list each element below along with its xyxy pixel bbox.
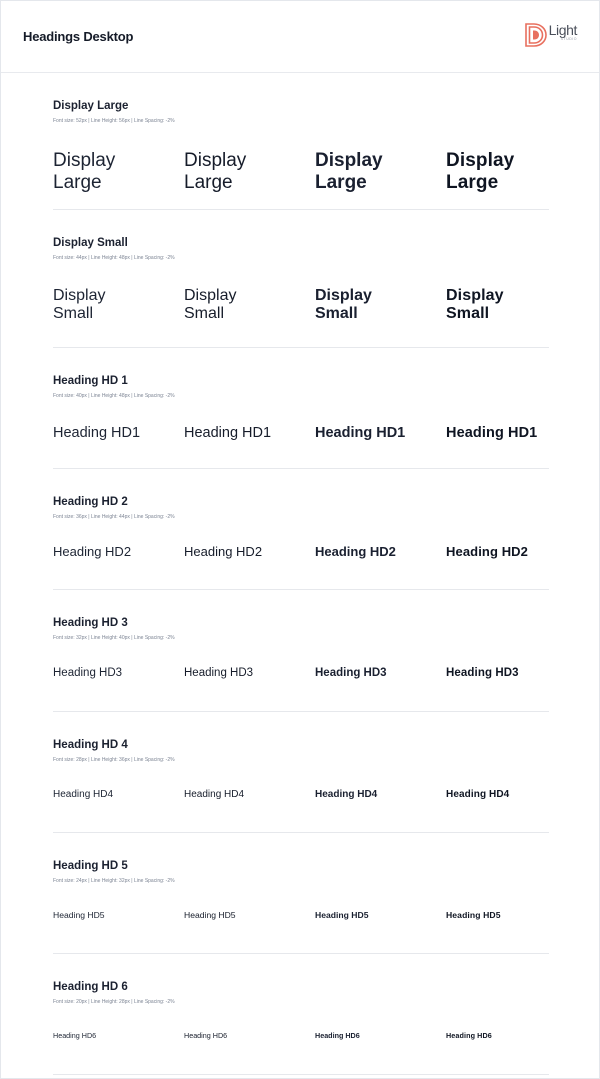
logo-subtitle: STUDIO <box>560 37 577 41</box>
type-sample-weight-3: Heading HD5 <box>315 910 369 920</box>
type-sample-weight-2: Heading HD6 <box>184 1031 228 1040</box>
type-section <box>53 209 549 348</box>
type-sample-weight-4: Heading HD6 <box>446 1031 492 1040</box>
type-section <box>53 589 549 712</box>
section-meta: Font size: 20px | Line Height: 28px | Line Spacing: -2% <box>53 999 175 1005</box>
section-title: Heading HD 6 <box>53 981 128 993</box>
section-meta: Font size: 28px | Line Height: 36px | Line Spacing: -2% <box>53 757 175 763</box>
type-sample-weight-4: Heading HD3 <box>446 667 519 679</box>
logo-mark-icon <box>525 23 547 47</box>
section-title: Heading HD 2 <box>53 496 128 508</box>
type-sample-weight-3: Display Small <box>315 287 372 322</box>
section-meta: Font size: 40px | Line Height: 48px | Line Spacing: -2% <box>53 393 175 399</box>
section-title: Display Large <box>53 100 129 112</box>
section-title: Display Small <box>53 237 128 249</box>
type-sample-weight-1: Heading HD1 <box>53 425 141 441</box>
type-sample-weight-2: Heading HD2 <box>184 544 263 559</box>
type-section <box>53 711 549 833</box>
type-sample-weight-4: Heading HD1 <box>446 425 538 441</box>
logo-wordmark: Light <box>548 22 577 38</box>
section-title: Heading HD 3 <box>53 617 128 629</box>
type-sample-weight-3: Heading HD6 <box>315 1031 360 1040</box>
type-section <box>53 72 549 210</box>
type-section <box>53 347 549 469</box>
type-sample-weight-1: Heading HD3 <box>53 667 123 679</box>
type-sample-weight-2: Heading HD1 <box>184 425 272 441</box>
type-sample-weight-1: Heading HD4 <box>53 789 114 800</box>
brand-logo <box>525 23 577 47</box>
type-section <box>53 468 549 590</box>
page-title: Headings Desktop <box>23 29 134 44</box>
section-title: Heading HD 1 <box>53 375 128 387</box>
type-section <box>53 832 549 954</box>
type-sample-weight-4: Heading HD5 <box>446 910 501 920</box>
section-title: Heading HD 5 <box>53 860 128 872</box>
type-sample-weight-2: Heading HD3 <box>184 667 254 679</box>
section-meta: Font size: 36px | Line Height: 44px | Line Spacing: -2% <box>53 514 175 520</box>
section-meta: Font size: 24px | Line Height: 32px | Line Spacing: -2% <box>53 878 175 884</box>
type-sample-weight-3: Heading HD3 <box>315 667 387 679</box>
section-meta: Font size: 44px | Line Height: 48px | Line Spacing: -2% <box>53 255 175 261</box>
type-section <box>53 953 549 1075</box>
type-sample-weight-2: Display Large <box>184 150 247 193</box>
type-sample-weight-1: Display Large <box>53 150 116 193</box>
type-sample-weight-1: Heading HD2 <box>53 544 132 559</box>
type-sample-weight-3: Display Large <box>315 150 383 193</box>
type-sample-weight-3: Heading HD4 <box>315 789 378 800</box>
type-sample-weight-2: Heading HD5 <box>184 910 236 920</box>
section-meta: Font size: 52px | Line Height: 56px | Line Spacing: -2% <box>53 118 175 124</box>
type-sample-weight-4: Heading HD4 <box>446 789 510 800</box>
type-sample-weight-4: Heading HD2 <box>446 544 529 559</box>
section-title: Heading HD 4 <box>53 739 128 751</box>
section-meta: Font size: 32px | Line Height: 40px | Line Spacing: -2% <box>53 635 175 641</box>
type-sample-weight-2: Display Small <box>184 287 237 322</box>
type-sample-weight-3: Heading HD2 <box>315 544 396 559</box>
type-sample-weight-1: Heading HD6 <box>53 1031 97 1040</box>
type-sample-weight-4: Display Large <box>446 150 515 193</box>
page-header <box>1 1 599 73</box>
type-sample-weight-3: Heading HD1 <box>315 425 406 441</box>
type-sample-weight-2: Heading HD4 <box>184 789 245 800</box>
type-sample-weight-1: Heading HD5 <box>53 910 105 920</box>
type-sample-weight-4: Display Small <box>446 287 504 322</box>
type-sample-weight-1: Display Small <box>53 287 106 322</box>
